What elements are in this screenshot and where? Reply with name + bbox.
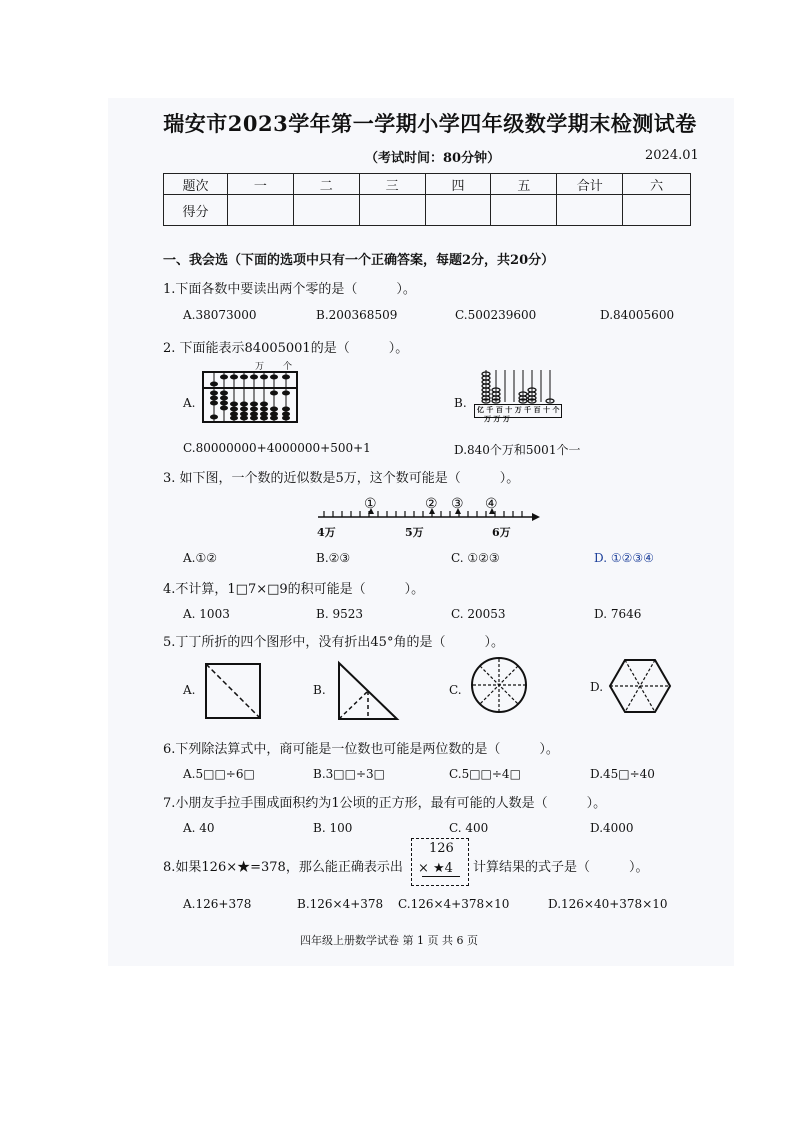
score-cell[interactable] — [557, 195, 623, 226]
question-6-option-b: B.3□□÷3□ — [313, 767, 385, 781]
question-3-stem: 3. 如下图，一个数的近似数是5万，这个数可能是（ ）。 — [163, 471, 520, 486]
question-7-stem: 7.小朋友手拉手围成面积约为1公顷的正方形，最有可能的人数是（ ）。 — [163, 796, 607, 811]
question-1-option-b: B.200368509 — [316, 308, 398, 322]
question-4-option-b: B. 9523 — [316, 607, 363, 621]
question-2-option-c: C.80000000+4000000+500+1 — [183, 441, 371, 455]
question-5-option-c: C. — [449, 683, 462, 697]
folded-circle-illustration — [470, 656, 528, 714]
question-5-stem: 5.丁丁所折的四个图形中，没有折出45°角的是（ ）。 — [163, 635, 504, 650]
question-3-option-c: C. ①②③ — [451, 551, 500, 565]
score-table-score-row — [164, 195, 691, 226]
question-7-option-d: D.4000 — [590, 821, 634, 835]
score-cell[interactable] — [491, 195, 557, 226]
score-cell[interactable] — [359, 195, 425, 226]
multiplication-top: 126 — [429, 841, 454, 856]
folded-square-illustration — [204, 662, 262, 720]
question-1-option-c: C.500239600 — [455, 308, 537, 322]
tick-label-4wan: 4万 — [317, 526, 336, 539]
question-7-option-c: C. 400 — [449, 821, 489, 835]
abacus-b-illustration — [474, 366, 564, 406]
question-7-option-b: B. 100 — [313, 821, 353, 835]
question-5-option-b: B. — [313, 683, 326, 697]
question-1-option-d: D.84005600 — [600, 308, 675, 322]
multiplication-bottom: × ★4 — [418, 861, 453, 876]
tick-label-5wan: 5万 — [405, 526, 424, 539]
folded-triangle-illustration — [336, 660, 400, 722]
marker-3: ③ — [451, 496, 464, 512]
question-2-option-d: D.840个万和5001个一 — [454, 443, 581, 457]
header-cell: 四 — [425, 174, 491, 195]
marker-1: ① — [364, 496, 377, 512]
question-4-option-d: D. 7646 — [594, 607, 642, 621]
page-footer: 四年级上册数学试卷 第 1 页 共 6 页 — [300, 934, 478, 947]
exam-date: 2024.01 — [645, 148, 699, 163]
question-3-option-a: A.①② — [183, 551, 217, 565]
question-3-option-d: D. ①②③④ — [594, 551, 654, 565]
score-table-header-row — [164, 174, 691, 195]
marker-2: ② — [425, 496, 438, 512]
question-6-stem: 6.下列除法算式中，商可能是一位数也可能是两位数的是（ ）。 — [163, 742, 559, 757]
score-cell[interactable] — [293, 195, 359, 226]
question-5-option-d: D. — [590, 680, 604, 694]
header-cell: 三 — [359, 174, 425, 195]
score-row-label: 得分 — [164, 195, 228, 226]
question-6-option-a: A.5□□÷6□ — [183, 767, 255, 781]
question-6-option-d: D.45□÷40 — [590, 767, 655, 781]
question-1-option-a: A.38073000 — [183, 308, 257, 322]
header-cell: 六 — [623, 174, 691, 195]
question-1-stem: 1.下面各数中要读出两个零的是（ ）。 — [163, 282, 416, 297]
score-table — [163, 173, 691, 226]
question-2-stem: 2. 下面能表示84005001的是（ ）。 — [163, 341, 409, 356]
abacus-b-place-labels: 亿 千 百 十 万 千 百 十 个 — [477, 405, 560, 414]
header-cell: 题次 — [164, 174, 228, 195]
question-8-option-b: B.126×4+378 — [297, 897, 384, 911]
section-heading: 一、我会选（下面的选项中只有一个正确答案，每题2分，共20分） — [163, 253, 555, 268]
question-8-option-d: D.126×40+378×10 — [548, 897, 668, 911]
score-cell[interactable] — [623, 195, 691, 226]
question-5-option-a: A. — [183, 683, 196, 697]
tick-label-6wan: 6万 — [492, 526, 511, 539]
question-4-option-a: A. 1003 — [183, 607, 230, 621]
abacus-label-ge: 个 — [283, 362, 293, 372]
question-3-option-b: B.②③ — [316, 551, 351, 565]
question-8-option-c: C.126×4+378×10 — [398, 897, 510, 911]
abacus-b-place-labels-2: 万 万 万 — [484, 414, 510, 423]
multiplication-underline — [422, 876, 460, 877]
header-cell: 合计 — [557, 174, 623, 195]
question-4-stem: 4.不计算，1□7×□9的积可能是（ ）。 — [163, 582, 425, 597]
header-cell: 五 — [491, 174, 557, 195]
score-cell[interactable] — [425, 195, 491, 226]
abacus-label-wan: 万 — [255, 362, 265, 372]
question-7-option-a: A. 40 — [183, 821, 215, 835]
question-2-option-a: A. — [183, 396, 196, 410]
header-cell: 二 — [293, 174, 359, 195]
question-8-stem-before: 8.如果126×★=378，那么能正确表示出 — [163, 860, 403, 875]
question-6-option-c: C.5□□÷4□ — [449, 767, 521, 781]
marker-4: ④ — [485, 496, 498, 512]
abacus-a-illustration — [202, 371, 298, 423]
question-8-stem-after: 计算结果的式子是（ ）。 — [473, 860, 649, 875]
question-8-option-a: A.126+378 — [183, 897, 252, 911]
score-cell[interactable] — [227, 195, 293, 226]
header-cell: 一 — [227, 174, 293, 195]
question-2-option-b: B. — [454, 396, 467, 410]
question-4-option-c: C. 20053 — [451, 607, 506, 621]
page-title: 瑞安市2023学年第一学期小学四年级数学期末检测试卷 — [163, 111, 697, 136]
exam-duration: （考试时间：80分钟） — [365, 151, 501, 166]
folded-hexagon-illustration — [608, 658, 672, 714]
